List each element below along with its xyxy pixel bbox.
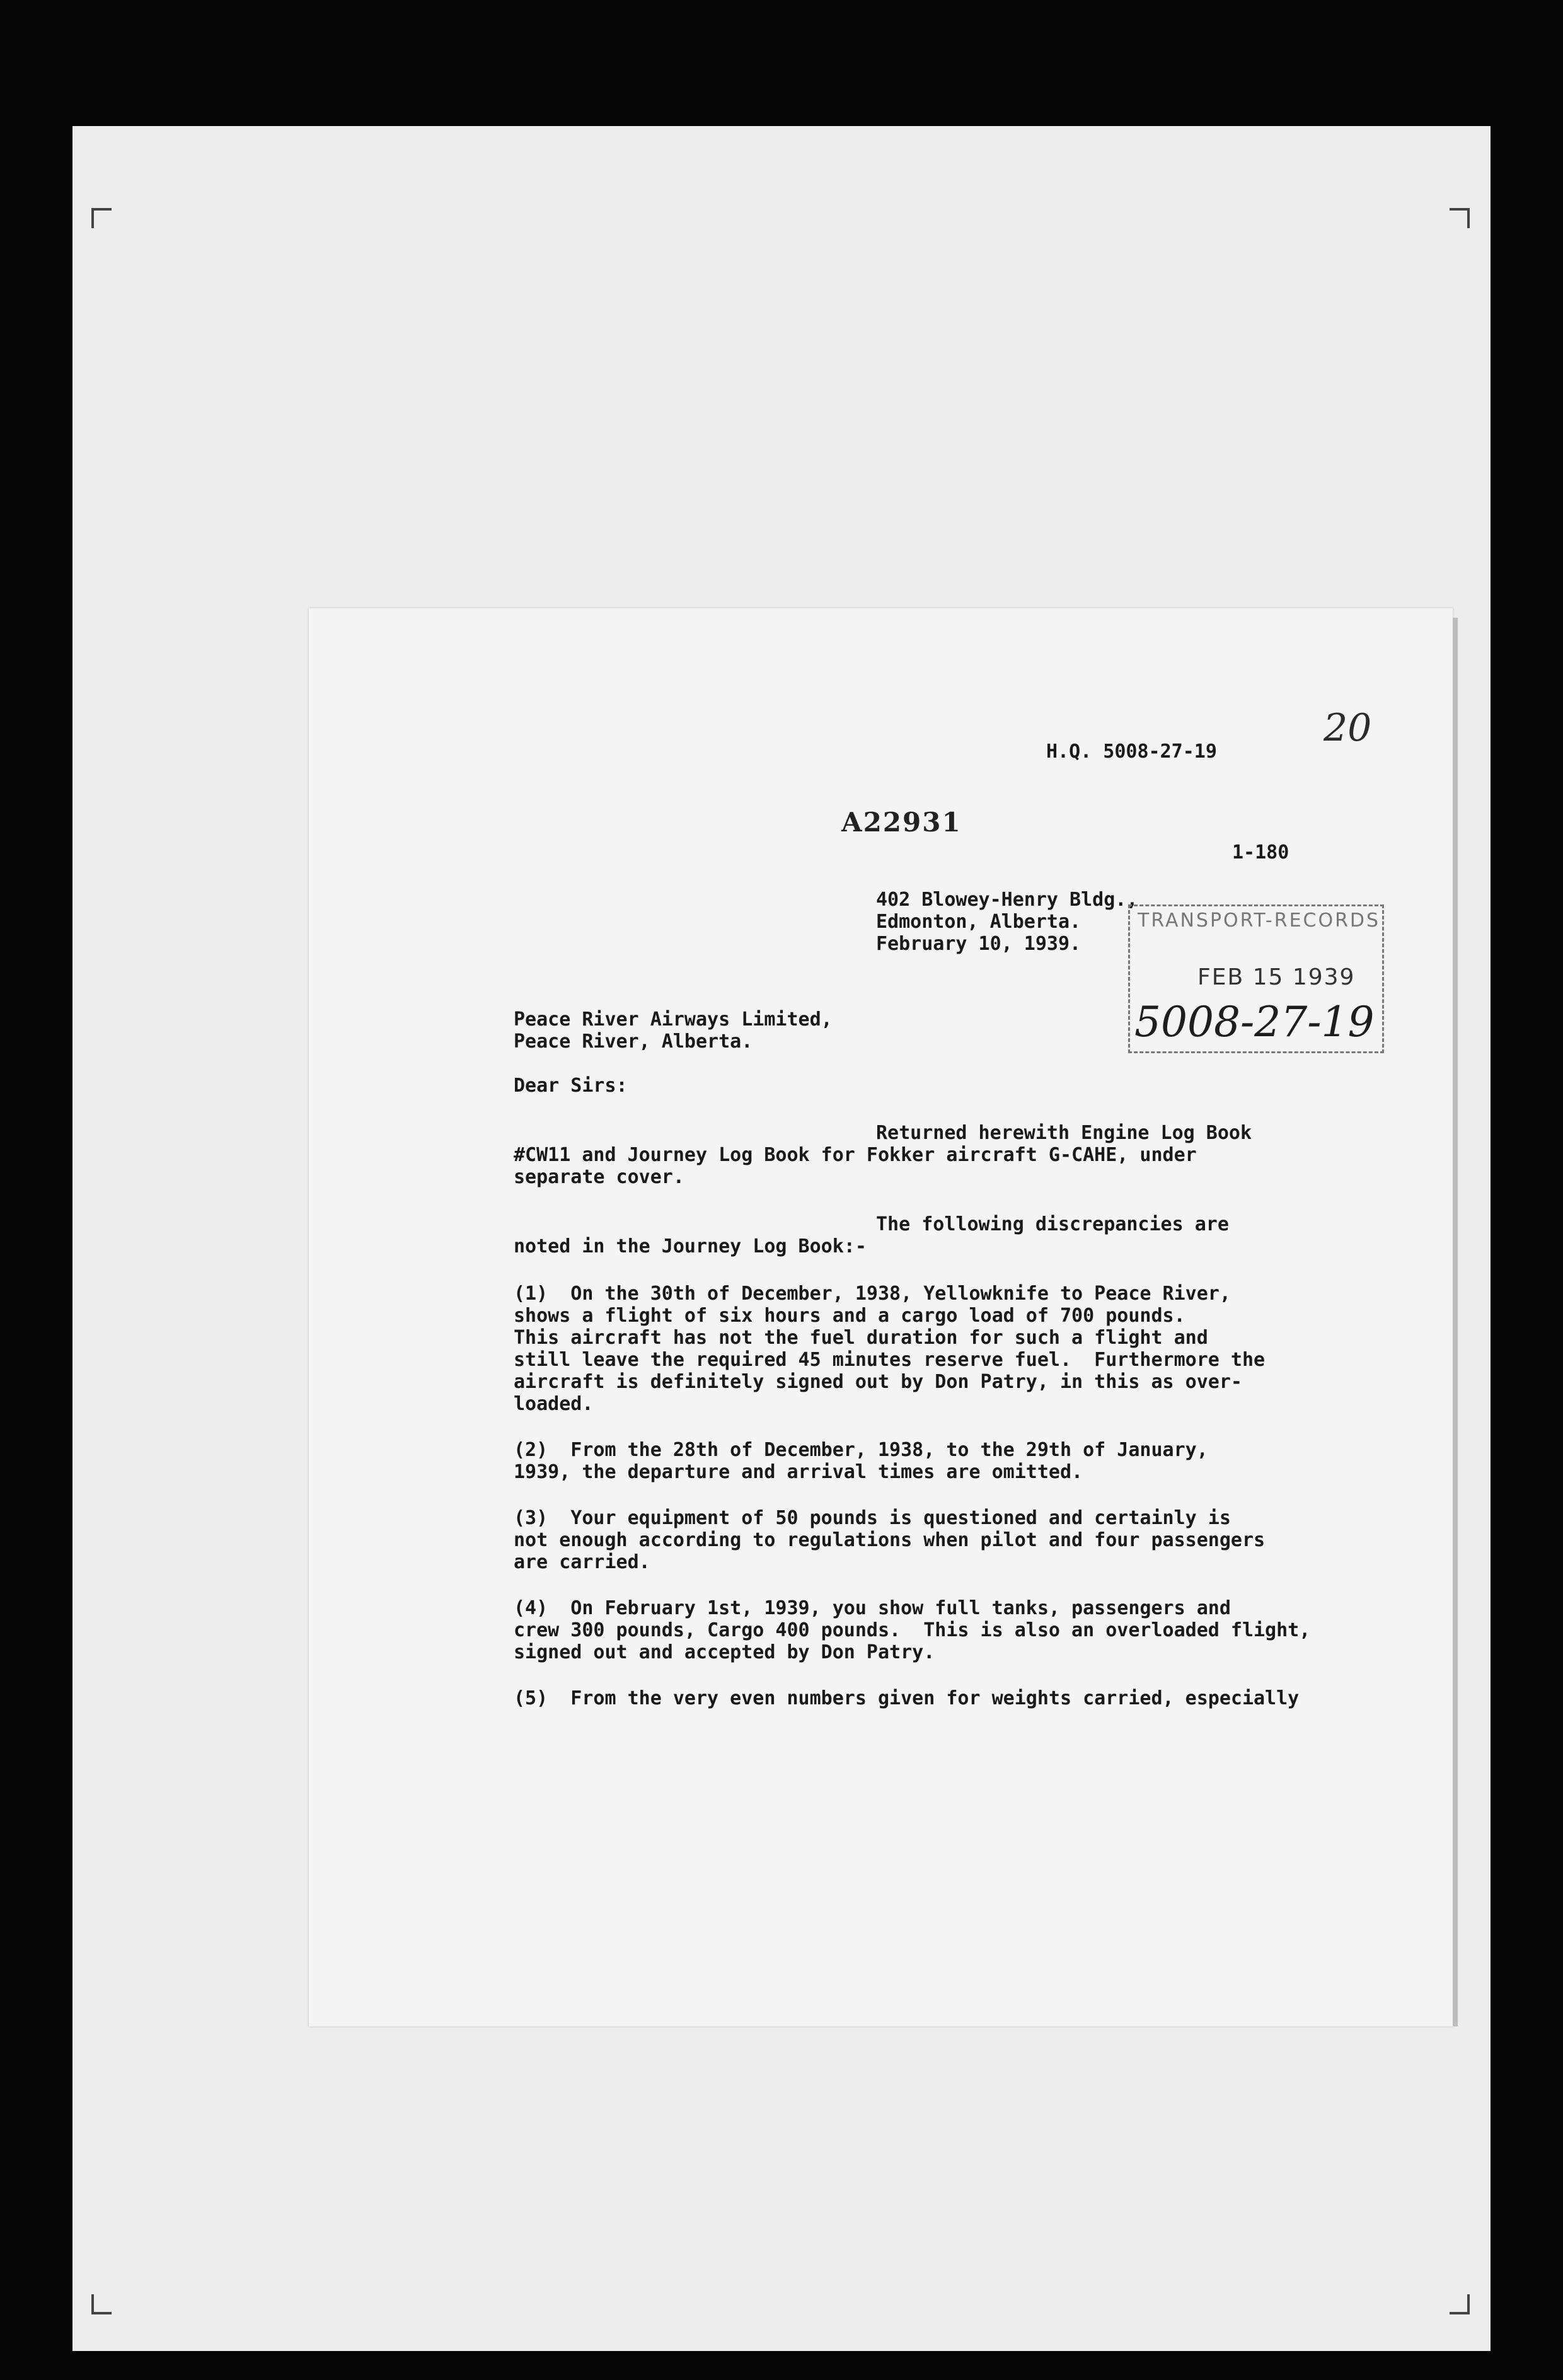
file-number: A22931 xyxy=(841,807,962,838)
recipient-line: Peace River, Alberta. xyxy=(514,1031,753,1053)
paragraph-line: Returned herewith Engine Log Book xyxy=(876,1122,1252,1144)
discrepancy-line: not enough according to regulations when pilot and four passengers xyxy=(514,1529,1266,1551)
discrepancy-line: (4) On February 1st, 1939, you show full tanks, passengers and xyxy=(514,1597,1231,1619)
discrepancy-line: (1) On the 30th of December, 1938, Yellowknife to Peace River, xyxy=(514,1283,1231,1305)
letter-page xyxy=(309,608,1453,2026)
discrepancy-line: 1939, the departure and arrival times are omitted. xyxy=(514,1461,1083,1483)
discrepancy-line: (2) From the 28th of December, 1938, to the 29th of January, xyxy=(514,1439,1208,1461)
discrepancy-line: loaded. xyxy=(514,1393,594,1415)
sender-address-line: Edmonton, Alberta. xyxy=(876,911,1081,933)
crop-mark-top-left xyxy=(91,208,112,228)
recipient-line: Peace River Airways Limited, xyxy=(514,1008,833,1031)
ref-code: 1-180 xyxy=(1232,841,1289,864)
crop-mark-bottom-right xyxy=(1450,2294,1470,2314)
discrepancy-line: shows a flight of six hours and a cargo load of 700 pounds. xyxy=(514,1305,1185,1327)
discrepancy-line: This aircraft has not the fuel duration for such a flight and xyxy=(514,1327,1208,1349)
paragraph-line: separate cover. xyxy=(514,1166,684,1188)
stamp-header: TRANSPORT-RECORDS xyxy=(1138,910,1381,932)
crop-mark-top-right xyxy=(1450,208,1470,228)
letter-date: February 10, 1939. xyxy=(876,933,1081,955)
paragraph-line: noted in the Journey Log Book:- xyxy=(514,1235,867,1257)
crop-mark-bottom-left xyxy=(91,2294,112,2314)
discrepancy-line: signed out and accepted by Don Patry. xyxy=(514,1641,935,1663)
discrepancy-line: aircraft is definitely signed out by Don Patry, in this as over- xyxy=(514,1371,1242,1393)
stamp-handwritten-file: 5008-27-19 xyxy=(1134,998,1375,1046)
salutation: Dear Sirs: xyxy=(514,1075,628,1097)
paragraph-line: #CW11 and Journey Log Book for Fokker aircraft G-CAHE, under xyxy=(514,1144,1197,1166)
handwritten-folio: 20 xyxy=(1324,706,1372,750)
hq-reference: H.Q. 5008-27-19 xyxy=(1046,741,1217,763)
discrepancy-line: (5) From the very even numbers given for weights carried, especially xyxy=(514,1687,1300,1709)
paragraph-line: The following discrepancies are xyxy=(876,1213,1229,1235)
sender-address-line: 402 Blowey-Henry Bldg., xyxy=(876,889,1138,911)
discrepancy-line: are carried. xyxy=(514,1551,650,1573)
discrepancy-line: (3) Your equipment of 50 pounds is questioned and certainly is xyxy=(514,1507,1231,1529)
discrepancy-line: still leave the required 45 minutes reserve fuel. Furthermore the xyxy=(514,1349,1266,1371)
stamp-date: FEB 15 1939 xyxy=(1197,964,1356,990)
discrepancy-line: crew 300 pounds, Cargo 400 pounds. This is also an overloaded flight, xyxy=(514,1619,1311,1641)
